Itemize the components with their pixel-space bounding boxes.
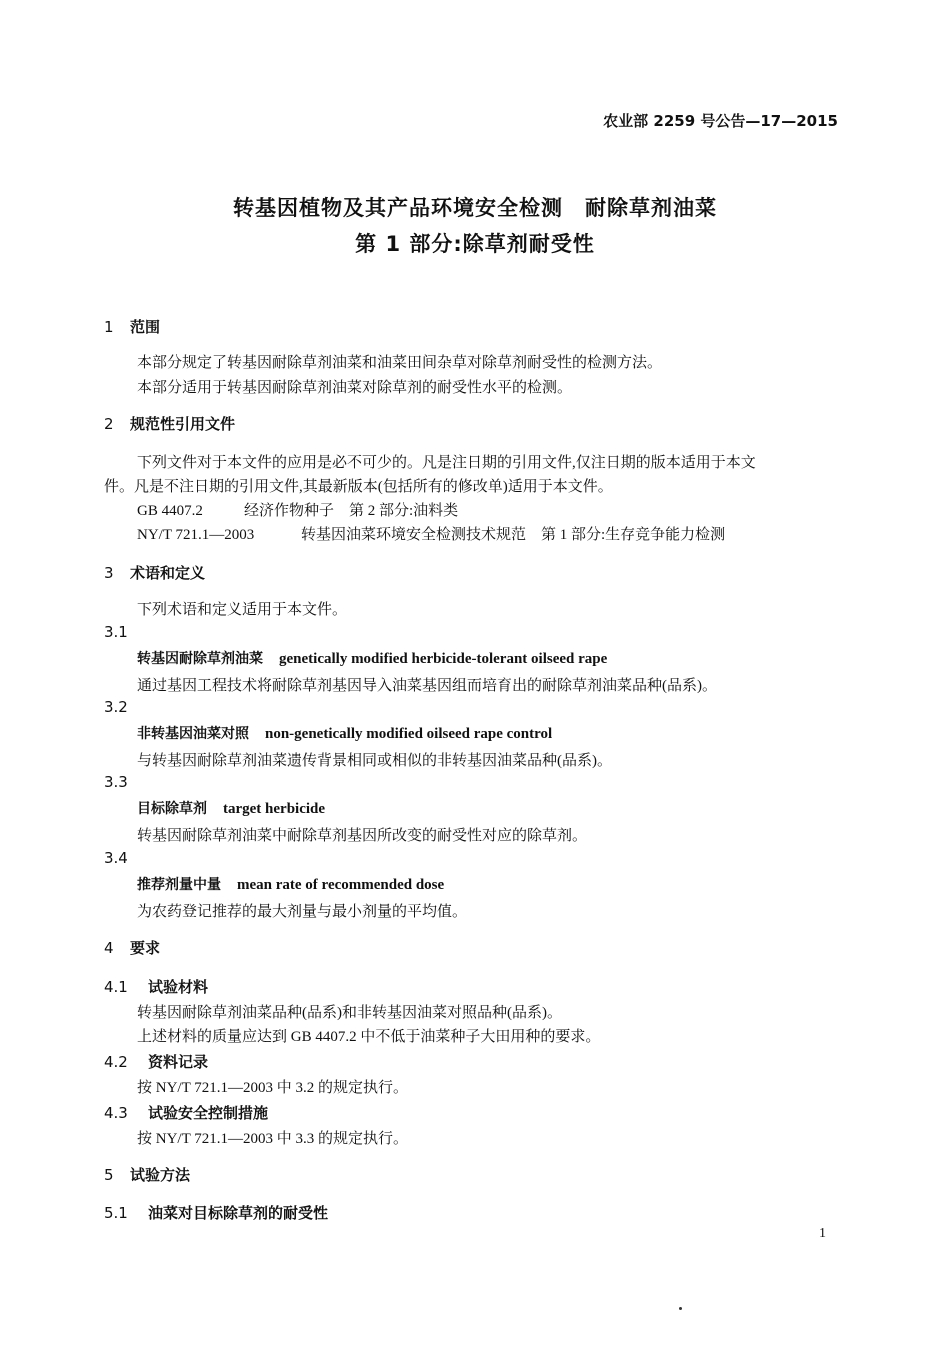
subsection-4-2-heading [104,1051,208,1072]
subsection-number: 4.1 [104,978,128,996]
scan-speck [679,1307,682,1310]
section-2-paragraph-line1: 下列文件对于本文件的应用是必不可少的。凡是注日期的引用文件,仅注日期的版本适用于本文 [137,455,756,471]
term-chinese: 转基因耐除草剂油菜 [137,651,263,667]
subsection-5-1-heading [104,1202,328,1223]
normative-reference-2 [137,523,725,544]
section-number: 4 [104,939,114,957]
term-english: non-genetically modified oilseed rape control [265,726,553,742]
subsection-4-1-heading [104,976,208,997]
subsection-title: 资料记录 [148,1053,209,1071]
section-1-paragraph-2: 本部分适用于转基因耐除草剂油菜对除草剂的耐受性水平的检测。 [137,380,573,396]
term-3-2-number: 3.2 [104,698,128,716]
subsection-4-3-paragraph: 按 NY/T 721.1—2003 中 3.3 的规定执行。 [137,1131,408,1147]
term-english: mean rate of recommended dose [237,877,445,893]
section-2-paragraph-line2: 件。凡是不注日期的引用文件,其最新版本(包括所有的修改单)适用于本文件。 [104,479,613,495]
term-chinese: 目标除草剂 [137,801,207,817]
term-3-1 [137,648,607,668]
section-2-heading [104,413,235,434]
subsection-4-3-heading [104,1102,268,1123]
subsection-number: 4.3 [104,1104,128,1122]
term-3-4-definition: 为农药登记推荐的最大剂量与最小剂量的平均值。 [137,904,468,920]
document-title-line1: 转基因植物及其产品环境安全检测 耐除草剂油菜 [233,196,717,220]
term-3-4 [137,874,444,894]
section-number: 1 [104,318,114,336]
section-5-heading [104,1164,190,1185]
section-title: 术语和定义 [130,564,206,582]
section-title: 范围 [130,318,161,336]
term-3-1-definition: 通过基因工程技术将耐除草剂基因导入油菜基因组而培育出的耐除草剂油菜品种(品系)。 [137,678,717,694]
subsection-number: 5.1 [104,1204,128,1222]
subsection-4-2-paragraph: 按 NY/T 721.1—2003 中 3.2 的规定执行。 [137,1080,408,1096]
reference-title: 经济作物种子 第 2 部分:油料类 [244,503,459,519]
term-3-3-number: 3.3 [104,773,128,791]
subsection-4-1-paragraph-1: 转基因耐除草剂油菜品种(品系)和非转基因油菜对照品种(品系)。 [137,1005,562,1021]
term-3-4-number: 3.4 [104,849,128,867]
term-3-2-definition: 与转基因耐除草剂油菜遗传背景相同或相似的非转基因油菜品种(品系)。 [137,753,612,769]
document-title-line2: 第 1 部分:除草剂耐受性 [355,232,595,256]
subsection-title: 试验材料 [148,978,209,996]
subsection-title: 油菜对目标除草剂的耐受性 [148,1204,329,1222]
section-title: 要求 [130,939,161,957]
term-3-3 [137,798,325,818]
document-number: 农业部 2259 号公告—17—2015 [603,112,838,130]
term-chinese: 非转基因油菜对照 [137,726,249,742]
subsection-title: 试验安全控制措施 [148,1104,269,1122]
term-english: target herbicide [223,801,326,817]
term-english: genetically modified herbicide-tolerant oilseed rape [279,651,608,667]
section-3-heading [104,562,205,583]
section-title: 规范性引用文件 [130,415,236,433]
section-3-paragraph: 下列术语和定义适用于本文件。 [137,602,348,618]
term-3-3-definition: 转基因耐除草剂油菜中耐除草剂基因所改变的耐受性对应的除草剂。 [137,828,588,844]
term-chinese: 推荐剂量中量 [137,877,221,893]
section-number: 2 [104,415,114,433]
term-3-1-number: 3.1 [104,623,128,641]
term-3-2 [137,723,552,743]
section-1-paragraph-1: 本部分规定了转基因耐除草剂油菜和油菜田间杂草对除草剂耐受性的检测方法。 [137,355,663,371]
reference-code: GB 4407.2 [137,503,203,519]
subsection-4-1-paragraph-2: 上述材料的质量应达到 GB 4407.2 中不低于油菜种子大田用种的要求。 [137,1029,601,1045]
section-1-heading [104,316,160,337]
section-number: 5 [104,1166,114,1184]
page-number: 1 [819,1226,826,1241]
section-title: 试验方法 [130,1166,191,1184]
reference-code: NY/T 721.1—2003 [137,527,255,543]
section-number: 3 [104,564,114,582]
normative-reference-1 [137,499,458,520]
reference-title: 转基因油菜环境安全检测技术规范 第 1 部分:生存竞争能力检测 [301,527,726,543]
section-4-heading [104,937,160,958]
subsection-number: 4.2 [104,1053,128,1071]
